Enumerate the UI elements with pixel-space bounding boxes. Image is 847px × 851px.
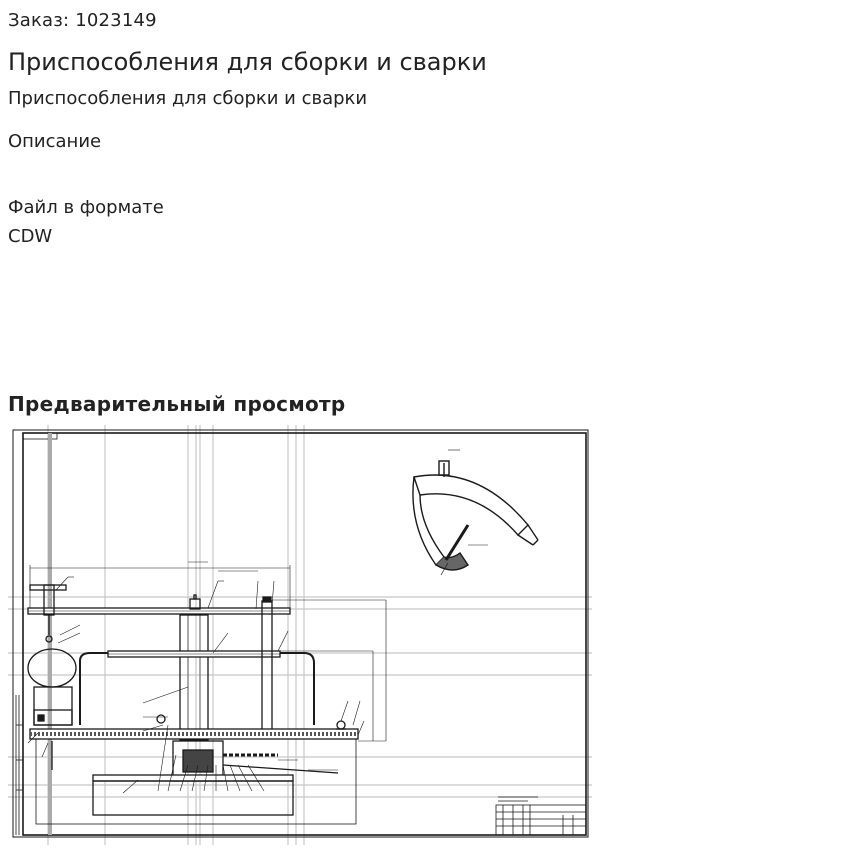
title-block [496,797,586,835]
file-format-text: Файл в формате CDW [8,197,164,247]
product-subtitle: Приспособления для сборки и сварки [8,88,368,109]
elbow-detail [413,450,538,575]
order-number: Заказ: 1023149 [8,10,157,31]
technical-drawing [8,425,592,845]
preview-image[interactable] [8,425,592,845]
guide-lines [8,425,592,845]
preview-heading: Предварительный просмотр [8,392,346,416]
page-title: Приспособления для сборки и сварки [8,48,487,76]
description-heading: Описание [8,131,102,152]
